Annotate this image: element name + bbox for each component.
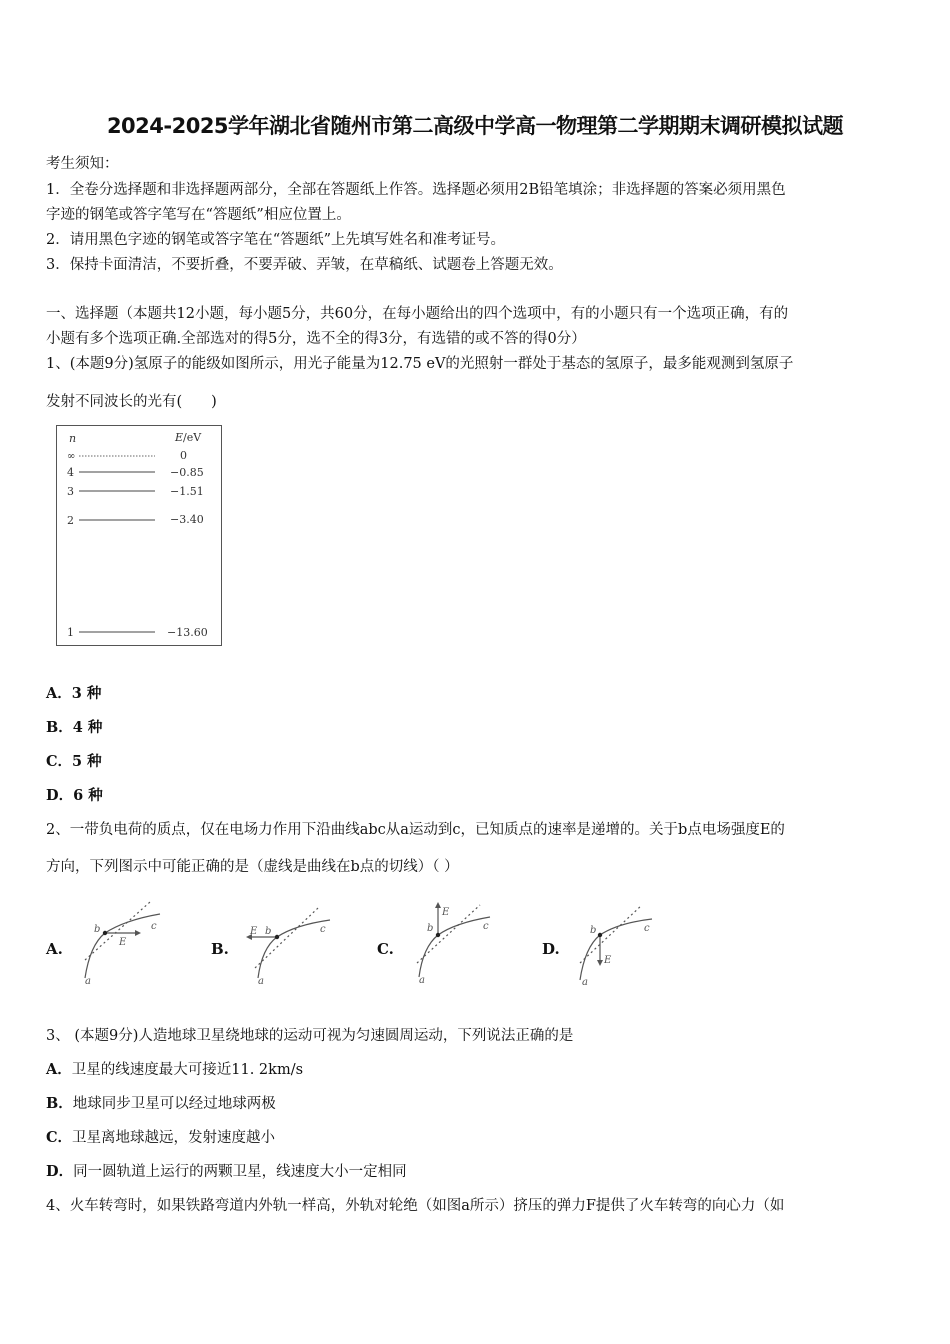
q1-option-d: D．6 种: [46, 787, 103, 804]
svg-text:E: E: [250, 926, 258, 937]
svg-text:−0.85: −0.85: [170, 466, 204, 479]
svg-text:∞: ∞: [67, 451, 76, 462]
notice-item: 1．全卷分选择题和非选择题两部分，全部在答题纸上作答。选择题必须用2B铅笔填涂；非选择题的答案必须用黑色: [46, 182, 786, 198]
notice-item: 3．保持卡面清洁，不要折叠，不要弄破、弄皱，在草稿纸、试题卷上答题无效。: [46, 257, 563, 273]
svg-text:1: 1: [67, 626, 74, 639]
svg-text:4: 4: [67, 466, 74, 479]
svg-text:b: b: [427, 923, 434, 934]
q1-option-c: C．5 种: [46, 753, 102, 770]
q2-figure-a: [75, 900, 175, 985]
svg-text:E: E: [442, 907, 450, 918]
notice-item: 字迹的钢笔或答字笔写在“答题纸”相应位置上。: [46, 207, 351, 223]
q2-figure-b: [240, 900, 340, 985]
section-heading-cont: 小题有多个选项正确.全部选对的得5分，选不全的得3分，有选错的或不答的得0分）: [46, 331, 586, 347]
svg-text:a: a: [85, 976, 91, 985]
notice-item: 2．请用黑色字迹的钢笔或答字笔在“答题纸”上先填写姓名和准考证号。: [46, 232, 506, 248]
q2-figure-d: [570, 895, 670, 985]
energy-level-diagram: [56, 425, 222, 646]
q3-option-c: C．卫星离地球越远，发射速度越小: [46, 1129, 276, 1146]
q2-option-a-label: A.: [46, 940, 63, 958]
svg-text:0: 0: [180, 449, 187, 462]
question-2-text-cont: 方向，下列图示中可能正确的是（虚线是曲线在b点的切线）（ ）: [46, 859, 459, 875]
q2-option-d-label: D.: [542, 940, 560, 958]
svg-text:2: 2: [67, 514, 74, 527]
q2-figure-c: [405, 895, 505, 985]
q3-option-a: A．卫星的线速度最大可接近11. 2km/s: [46, 1061, 304, 1078]
q1-option-b: B．4 种: [46, 719, 103, 736]
question-1-text: 1、(本题9分)氢原子的能级如图所示，用光子能量为12.75 eV的光照射一群处于基态的氢原子，最多能观测到氢原子: [46, 356, 794, 372]
n-axis-label: n: [69, 432, 77, 445]
svg-text:b: b: [94, 924, 101, 935]
svg-text:c: c: [320, 924, 326, 935]
svg-text:c: c: [483, 921, 489, 932]
svg-text:E: E: [119, 937, 127, 948]
svg-text:b: b: [590, 925, 597, 936]
svg-text:−1.51: −1.51: [170, 485, 204, 498]
svg-text:E: E: [604, 955, 612, 966]
svg-text:a: a: [582, 977, 588, 985]
e-axis-label: E/eV: [175, 431, 202, 444]
svg-text:a: a: [419, 975, 425, 985]
svg-text:c: c: [644, 923, 650, 934]
svg-text:a: a: [258, 976, 264, 985]
question-2-text: 2、一带负电荷的质点，仅在电场力作用下沿曲线abc从a运动到c，已知质点的速率是递增的。关于b点电场强度E的: [46, 822, 785, 838]
question-1-text-cont: 发射不同波长的光有( ): [46, 394, 217, 410]
question-4-text: 4、火车转弯时，如果铁路弯道内外轨一样高，外轨对轮绝（如图a所示）挤压的弹力F提供了火车转弯的向心力（如: [46, 1198, 785, 1214]
svg-text:−13.60: −13.60: [167, 626, 208, 639]
question-3-text: 3、 (本题9分)人造地球卫星绕地球的运动可视为匀速圆周运动，下列说法正确的是: [46, 1028, 574, 1044]
q3-option-b: B．地球同步卫星可以经过地球两极: [46, 1095, 276, 1112]
section-heading: 一、选择题（本题共12小题，每小题5分，共60分，在每小题给出的四个选项中，有的小题只有一个选项正确，有的: [46, 306, 789, 322]
svg-text:−3.40: −3.40: [170, 513, 204, 526]
svg-text:b: b: [265, 926, 272, 937]
q2-option-c-label: C.: [377, 940, 394, 958]
svg-text:c: c: [151, 921, 157, 932]
notice-heading: 考生须知：: [46, 156, 119, 172]
svg-text:3: 3: [67, 485, 74, 498]
q1-option-a: A．3 种: [46, 685, 102, 702]
page-title: 2024-2025学年湖北省随州市第二高级中学高一物理第二学期期末调研模拟试题: [106, 114, 844, 138]
q3-option-d: D．同一圆轨道上运行的两颗卫星，线速度大小一定相同: [46, 1163, 407, 1180]
q2-option-b-label: B.: [211, 940, 229, 958]
